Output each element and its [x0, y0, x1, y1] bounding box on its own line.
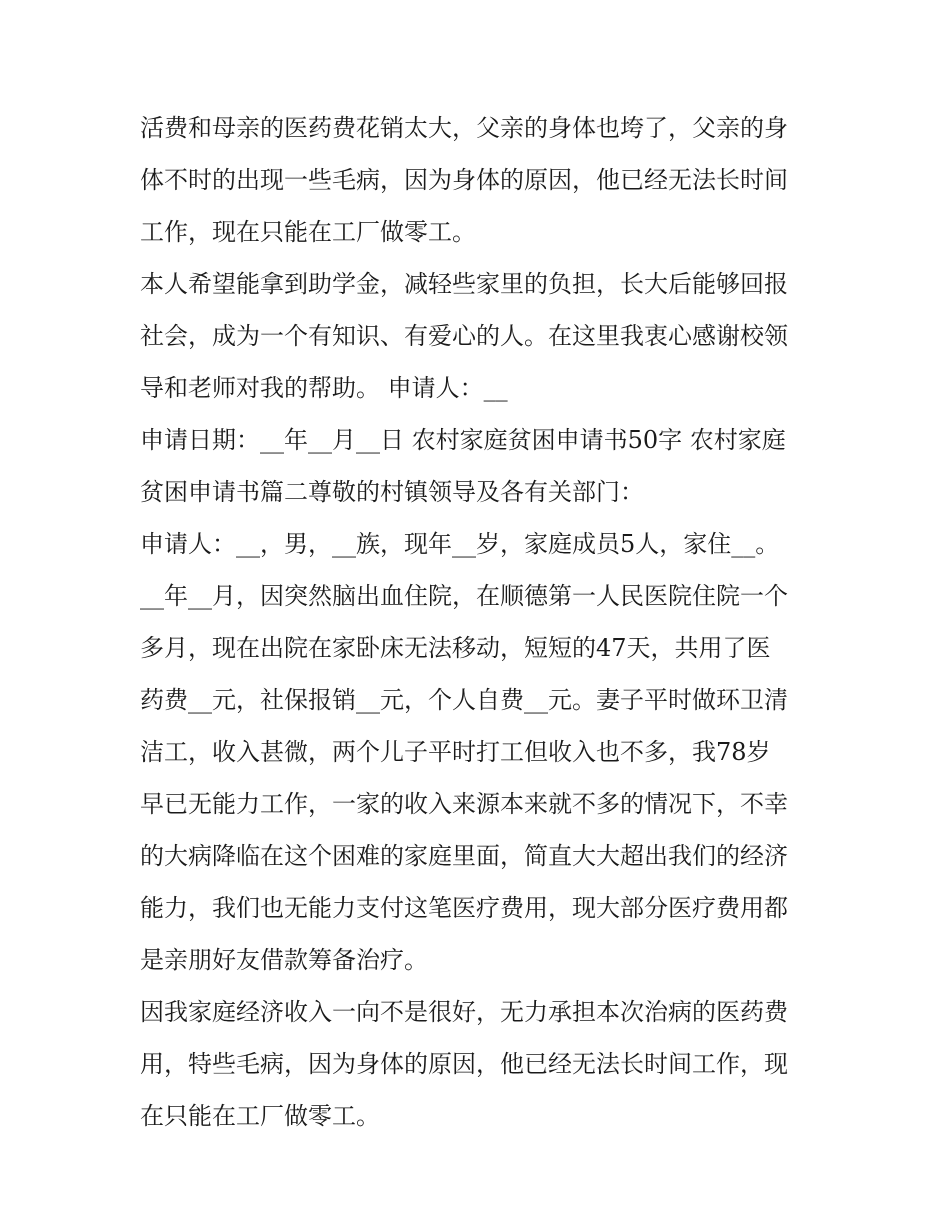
text-line: 是亲朋好友借款筹备治疗。	[140, 946, 428, 974]
text-line: 药费__元，社保报销__元，个人自费__元。妻子平时做环卫清	[140, 686, 788, 714]
text-line: __年__月，因突然脑出血住院，在顺德第一人民医院住院一个	[140, 582, 788, 610]
text-line: 贫困申请书篇二尊敬的村镇领导及各有关部门：	[140, 478, 644, 506]
document-body	[140, 102, 820, 1142]
text-line: 导和老师对我的帮助。 申请人：__	[140, 374, 508, 402]
text-line: 能力，我们也无能力支付这笔医疗费用，现大部分医疗费用都	[140, 894, 788, 922]
text-line: 的大病降临在这个困难的家庭里面，简直大大超出我们的经济	[140, 842, 788, 870]
text-line: 工作，现在只能在工厂做零工。	[140, 218, 476, 246]
text-line: 在只能在工厂做零工。	[140, 1102, 380, 1130]
text-line: 申请人：__，男，__族，现年__岁，家庭成员5人，家住__。	[140, 530, 780, 558]
text-line: 多月，现在出院在家卧床无法移动，短短的47天，共用了医	[140, 634, 771, 662]
text-line: 因我家庭经济收入一向不是很好，无力承担本次治病的医药费	[140, 998, 788, 1026]
text-line: 社会，成为一个有知识、有爱心的人。在这里我衷心感谢校领	[140, 322, 788, 350]
text-line: 早已无能力工作，一家的收入来源本来就不多的情况下，不幸	[140, 790, 788, 818]
text-line: 申请日期：__年__月__日 农村家庭贫困申请书50字 农村家庭	[140, 426, 786, 454]
text-line: 活费和母亲的医药费花销太大，父亲的身体也垮了，父亲的身	[140, 114, 788, 142]
text-line: 本人希望能拿到助学金，减轻些家里的负担，长大后能够回报	[140, 270, 788, 298]
text-line: 用，特些毛病，因为身体的原因，他已经无法长时间工作，现	[140, 1050, 788, 1078]
text-line: 体不时的出现一些毛病，因为身体的原因，他已经无法长时间	[140, 166, 788, 194]
text-line: 洁工，收入甚微，两个儿子平时打工但收入也不多，我78岁	[140, 738, 771, 766]
